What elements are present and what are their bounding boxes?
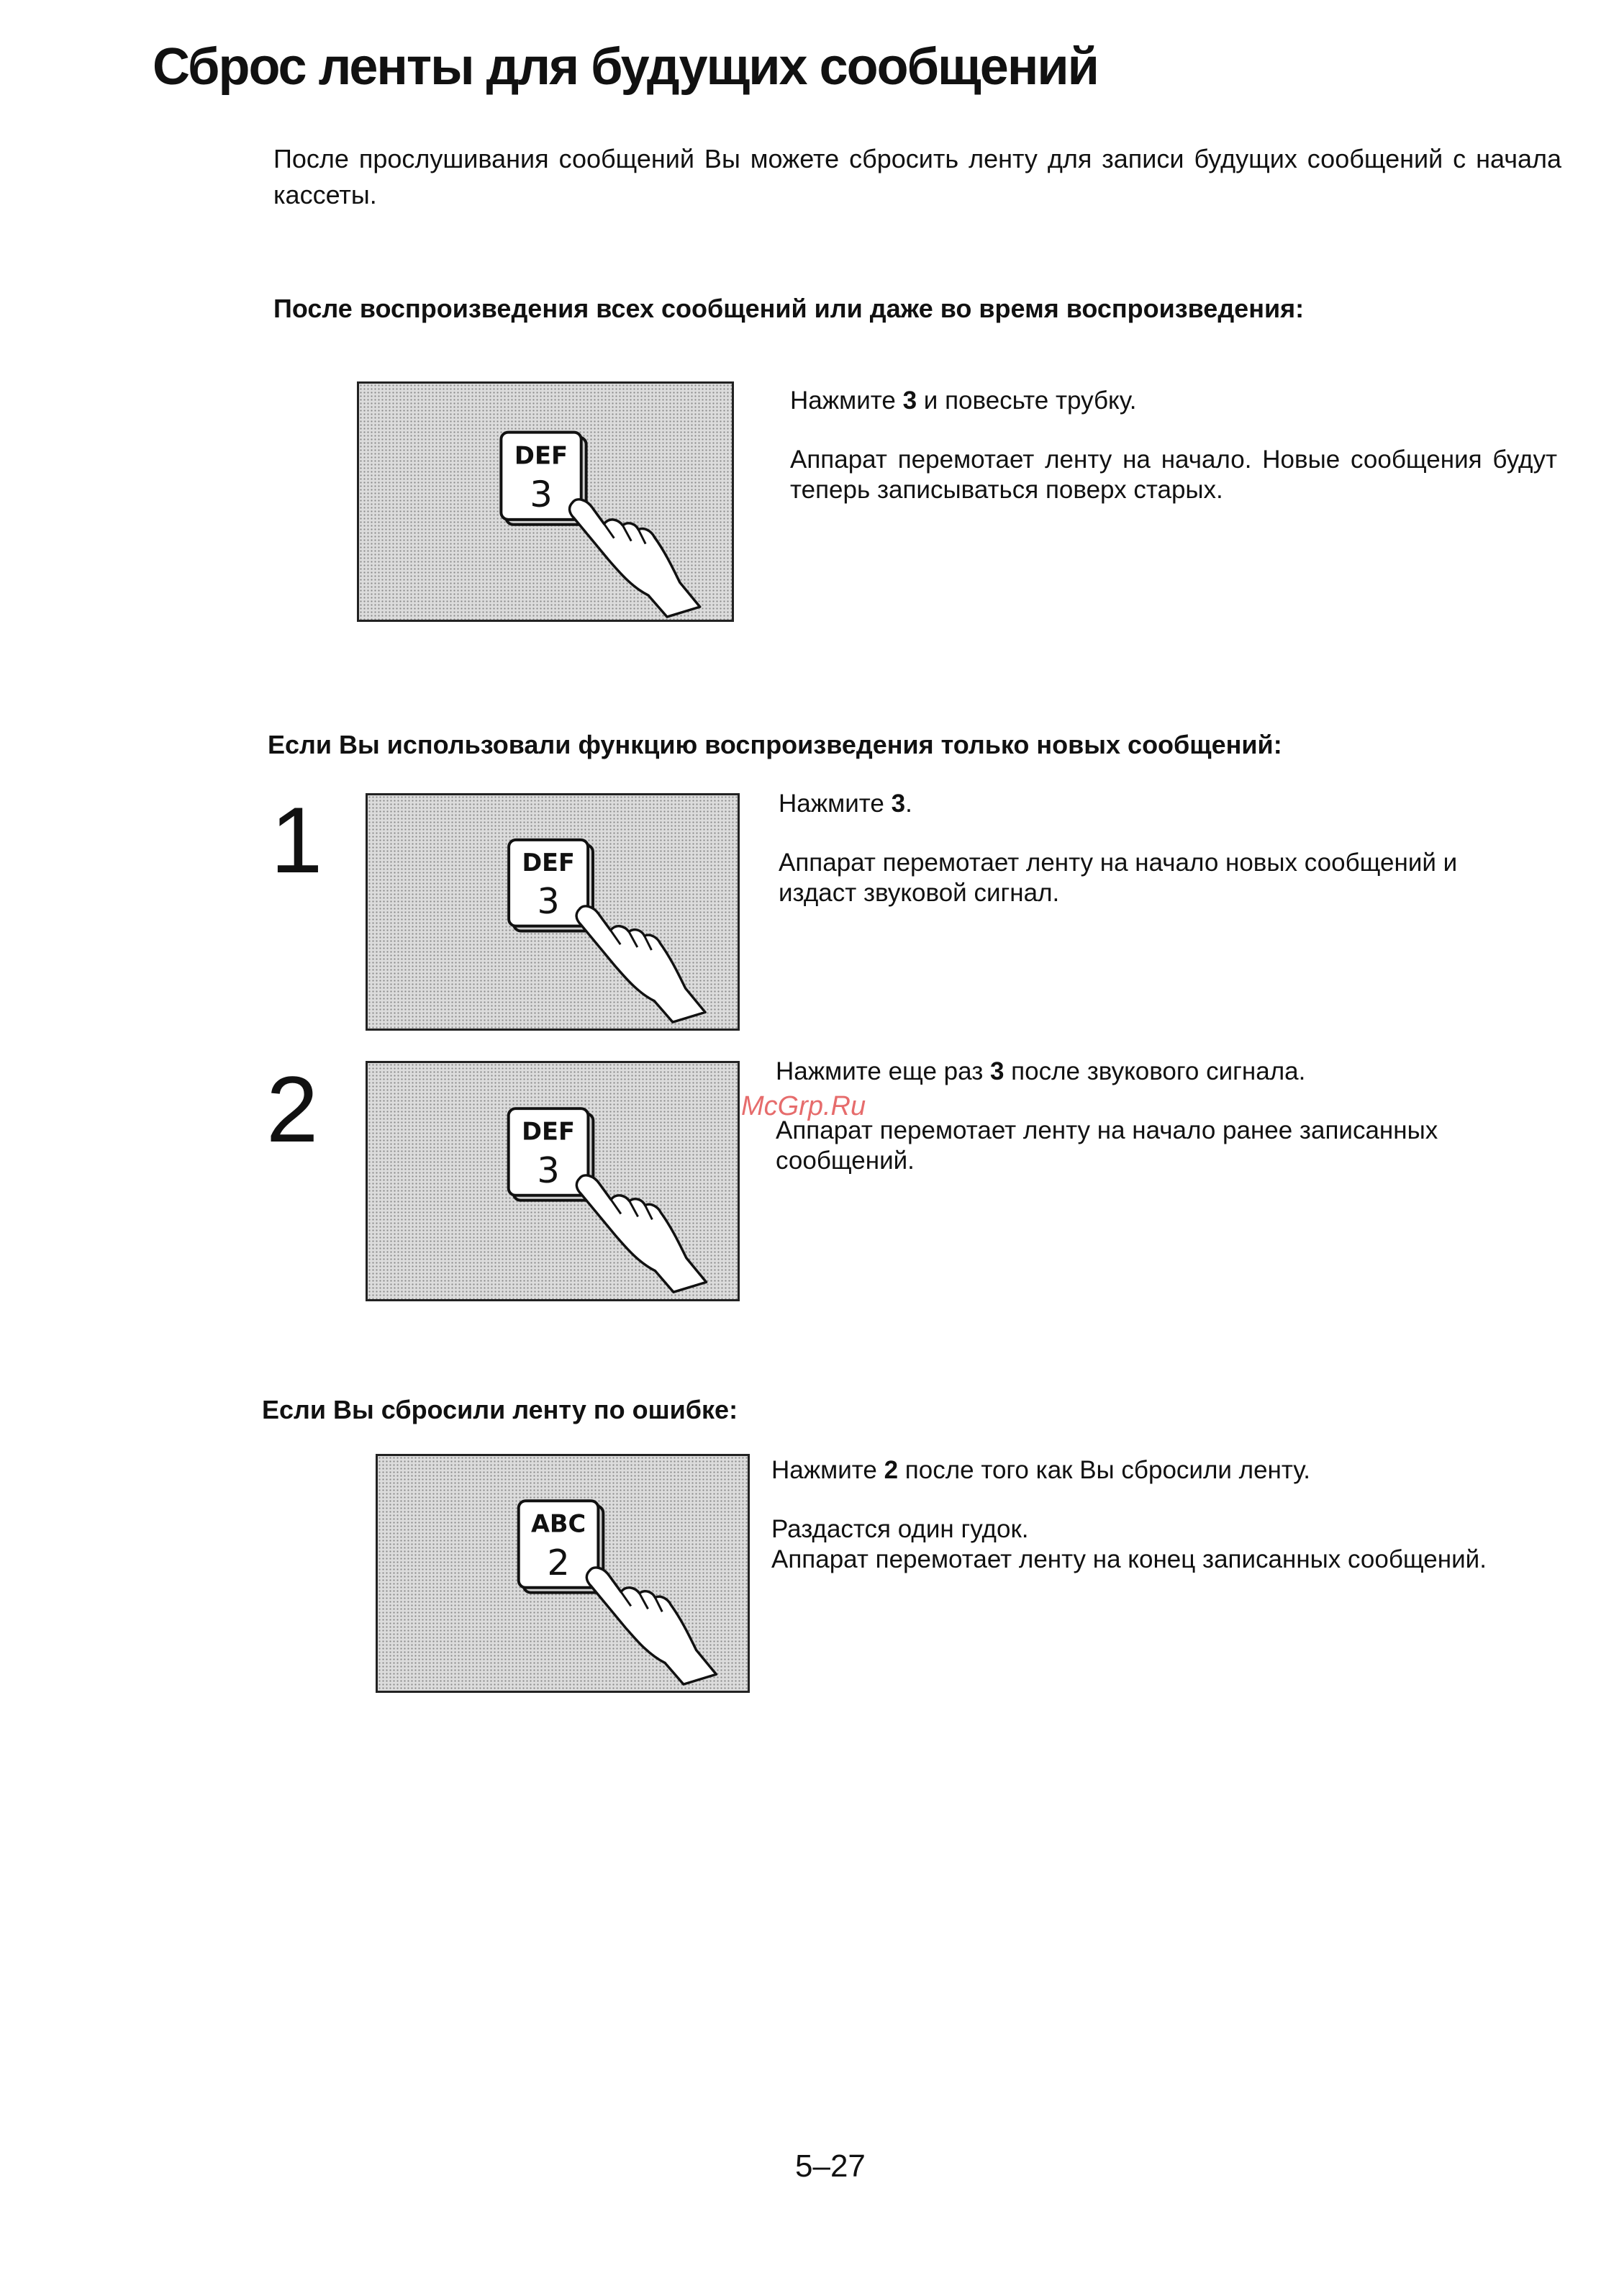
hand-pressing-key-icon: [378, 1456, 748, 1691]
instruction-text: Нажмите еще раз 3 после звукового сигнала. Аппарат перемотает ленту на начало ранее записанных сообщений.: [776, 1057, 1438, 1175]
key-press-illustration: [357, 381, 734, 622]
key-letters: DEF: [514, 441, 568, 470]
key-digit: 3: [530, 473, 553, 515]
key-digit: 3: [537, 880, 560, 922]
page-number: 5–27: [795, 2148, 866, 2184]
key-press-illustration: [366, 1061, 740, 1301]
key-digit: 2: [547, 1541, 570, 1583]
step-number: 1: [271, 787, 323, 892]
key-digit: 3: [537, 1149, 560, 1191]
key-press-illustration: [376, 1454, 750, 1693]
section-heading-after-playback: После воспроизведения всех сообщений или даже во время воспроизведения:: [273, 294, 1305, 323]
key-letters: DEF: [522, 1117, 575, 1146]
key-press-illustration: [366, 793, 740, 1031]
section-heading-reset-by-mistake: Если Вы сбросили ленту по ошибке:: [262, 1395, 738, 1424]
hand-pressing-key-icon: [368, 1063, 738, 1299]
key-letters: ABC: [530, 1509, 586, 1538]
page-title: Сброс ленты для будущих сообщений: [153, 38, 1098, 96]
hand-pressing-key-icon: [368, 795, 738, 1029]
section-heading-new-messages: Если Вы использовали функцию воспроизведения только новых сообщений:: [268, 730, 1282, 759]
watermark-text: McGrp.Ru: [741, 1091, 866, 1121]
instruction-text: Нажмите 2 после того как Вы сбросили ленту. Раздастся один гудок. Аппарат перемотает ленту на конец записанных сообщений.: [771, 1456, 1487, 1573]
instruction-text: Нажмите 3 и повесьте трубку. Аппарат перемотает ленту на начало. Новые сообщения будут теперь записываться поверх старых.: [790, 387, 1557, 504]
instruction-text: Нажмите 3. Аппарат перемотает ленту на начало новых сообщений и издаст звуковой сигнал.: [779, 790, 1458, 907]
hand-pressing-key-icon: [359, 384, 732, 620]
key-letters: DEF: [522, 849, 575, 877]
step-number: 2: [266, 1057, 319, 1162]
intro-paragraph: После прослушивания сообщений Вы можете сбросить ленту для записи будущих сообщений с начала кассеты.: [273, 144, 1561, 209]
